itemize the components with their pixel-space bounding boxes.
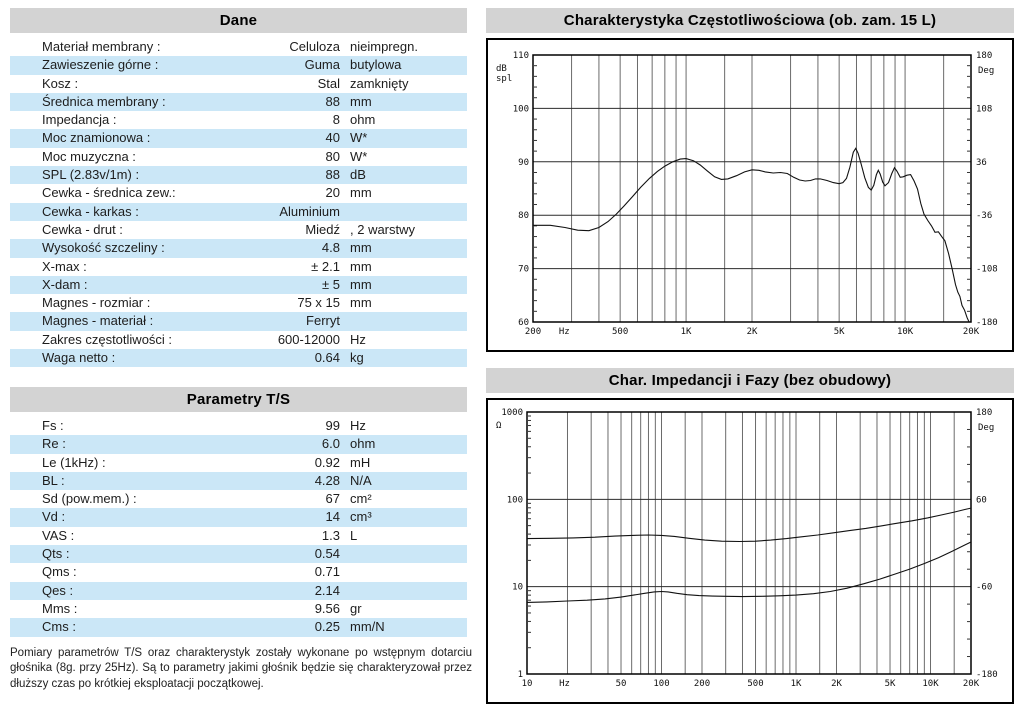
svg-text:-180: -180 [976,318,998,328]
dane-row [10,312,467,330]
param-value: 9.56 [314,600,340,616]
curve-faza [527,508,971,541]
param-label: Qes : [42,582,74,598]
param-value: ± 2.1 [311,258,340,274]
param-value: 1.3 [321,527,340,543]
param-value: 0.71 [314,564,340,580]
frequency-response-chart-frame [486,38,1014,352]
param-value: 2.14 [314,582,340,598]
svg-text:108: 108 [976,104,993,115]
svg-text:-60: -60 [976,582,993,593]
param-unit: Hz [350,418,366,433]
svg-text:1: 1 [517,670,523,680]
svg-text:1K: 1K [790,679,802,689]
param-unit [340,563,467,581]
param-unit: mm [350,258,372,274]
svg-text:500: 500 [612,327,629,337]
param-label: Mms : [42,600,78,616]
param-label: SPL (2.83v/1m) : [42,167,140,183]
svg-text:200: 200 [524,327,542,337]
param-unit: Hz [350,331,366,347]
dane-row [10,294,467,312]
param-unit: N/A [350,472,372,488]
svg-text:spl: spl [496,74,513,84]
svg-text:20K: 20K [962,327,980,337]
svg-text:100: 100 [512,104,529,115]
dane-row [10,349,467,367]
svg-text:100: 100 [506,495,523,506]
dane-row [10,184,467,202]
svg-text:5K: 5K [884,679,896,689]
param-label: Zakres częstotliwości : [42,331,173,347]
param-label: Moc znamionowa : [42,130,151,146]
param-value: Celuloza [289,39,340,54]
svg-text:10K: 10K [896,327,914,337]
param-value: ± 5 [322,276,340,292]
param-label: Fs : [42,418,64,433]
param-unit: W* [350,130,368,146]
param-value: 4.8 [321,240,340,256]
ts-row [10,454,467,472]
param-label: Sd (pow.mem.) : [42,491,137,507]
param-unit: kg [350,350,364,366]
svg-text:5K: 5K [833,327,845,337]
param-unit [340,203,467,221]
param-value: 0.54 [314,546,340,562]
param-label: Re : [42,436,66,452]
param-value: 600-12000 [277,331,340,347]
svg-text:Hz: Hz [558,327,570,337]
param-unit [340,582,467,600]
ts-row [10,417,467,435]
svg-text:dB: dB [496,64,507,74]
param-label: X-dam : [42,276,88,292]
svg-text:60: 60 [976,495,987,506]
param-value: 6.0 [321,436,340,452]
param-label: Qms : [42,564,77,580]
param-unit: mm [350,240,372,256]
param-unit: nieimpregn. [350,39,418,54]
ts-row [10,545,467,563]
impedance-phase-chart-frame [486,398,1014,704]
param-label: Średnica membrany : [42,93,166,109]
param-value: 88 [325,93,340,109]
ts-parameters-table [10,417,467,637]
ts-row [10,563,467,581]
param-label: Le (1kHz) : [42,454,106,470]
param-unit: , 2 warstwy [350,221,416,237]
param-value: 0.92 [314,454,340,470]
param-unit: butylowa [350,57,402,73]
param-value: 0.25 [314,619,340,635]
param-label: Magnes - materiał : [42,313,154,329]
param-label: Vd : [42,509,66,525]
dane-row [10,221,467,239]
impedance-phase-chart-title: Char. Impedancji i Fazy (bez obudowy) [486,368,1014,393]
param-unit: mm [350,185,372,201]
ts-row [10,527,467,545]
param-label: Magnes - rozmiar : [42,295,151,311]
param-label: Qts : [42,546,70,562]
param-unit [340,545,467,563]
param-value: 99 [325,418,340,433]
dane-table-title: Dane [10,8,467,33]
ts-parameters-title: Parametry T/S [10,387,467,412]
ts-row [10,600,467,618]
svg-text:20K: 20K [962,679,980,689]
frequency-response-chart-title: Charakterystyka Częstotliwościowa (ob. zam. 15 L) [486,8,1014,33]
param-unit: mm/N [350,619,385,635]
param-label: Moc muzyczna : [42,148,136,164]
param-label: Cms : [42,619,76,635]
svg-text:1000: 1000 [501,408,523,418]
param-value: 80 [325,148,340,164]
param-unit: cm³ [350,509,372,525]
param-label: X-max : [42,258,87,274]
param-unit: ohm [350,112,376,128]
param-unit: gr [350,600,362,616]
svg-text:1K: 1K [680,327,692,337]
ts-row [10,490,467,508]
param-unit: mm [350,276,372,292]
ts-row [10,582,467,600]
svg-text:-180: -180 [976,670,998,680]
svg-text:80: 80 [518,211,529,222]
param-unit: cm² [350,491,372,507]
dane-row [10,56,467,74]
dane-table [10,38,467,367]
ts-row [10,508,467,526]
param-unit: L [350,527,358,543]
param-label: Cewka - drut : [42,221,123,237]
dane-row [10,129,467,147]
svg-text:-36: -36 [976,211,993,222]
param-value: Aluminium [279,203,340,219]
param-value: 8 [332,112,340,128]
param-value: Ferryt [306,313,340,329]
svg-text:10K: 10K [922,679,939,689]
svg-text:36: 36 [976,157,987,168]
svg-text:200: 200 [693,679,711,689]
dane-row [10,166,467,184]
impedance-phase-chart [486,398,1014,704]
param-value: 0.64 [314,350,340,366]
svg-text:-108: -108 [976,264,998,275]
param-value: Guma [304,57,340,73]
svg-text:50: 50 [615,679,627,689]
param-label: Materiał membrany : [42,39,161,54]
svg-text:110: 110 [512,51,529,61]
svg-text:500: 500 [747,679,764,689]
svg-text:Hz: Hz [559,679,570,689]
svg-text:Deg: Deg [978,66,995,76]
param-value: 14 [325,509,340,525]
svg-text:90: 90 [518,157,529,168]
dane-row [10,276,467,294]
dane-row [10,38,467,56]
svg-text:60: 60 [518,318,529,328]
svg-text:Deg: Deg [978,423,995,433]
dane-row [10,203,467,221]
param-value: Miedź [305,221,340,237]
param-unit [340,312,467,330]
dane-row [10,331,467,349]
param-label: Cewka - karkas : [42,203,139,219]
param-unit: ohm [350,436,376,452]
param-unit: mH [350,454,371,470]
svg-text:Ω: Ω [496,421,502,431]
param-unit: dB [350,167,366,183]
svg-text:100: 100 [653,679,670,689]
param-unit: mm [350,295,372,311]
ts-row [10,618,467,636]
dane-row [10,239,467,257]
param-unit: W* [350,148,368,164]
param-label: Cewka - średnica zew.: [42,185,176,201]
param-label: Wysokość szczeliny : [42,240,165,256]
svg-text:70: 70 [518,264,529,275]
dane-row [10,75,467,93]
param-value: 20 [325,185,340,201]
dane-row [10,258,467,276]
param-label: Kosz : [42,75,79,91]
param-unit: mm [350,93,372,109]
svg-text:2K: 2K [831,679,842,689]
ts-row [10,435,467,453]
param-label: VAS : [42,527,75,543]
svg-text:10: 10 [521,679,533,689]
param-value: 67 [325,491,340,507]
dane-row [10,148,467,166]
svg-text:180: 180 [976,51,993,61]
ts-row [10,472,467,490]
svg-text:180: 180 [976,408,993,418]
svg-text:10: 10 [512,582,523,593]
param-label: BL : [42,472,65,488]
param-value: 40 [325,130,340,146]
measurement-footnote: Pomiary parametrów T/S oraz charakterystyk zostały wykonane po wstępnym dotarciu głośnika (8g. przy 25Hz). Są to parametry jakimi głośnik będzie się charakteryzował przez dłuższy czas po krótkiej eksploatacji początkowej. [10,647,472,690]
param-value: 4.28 [314,472,340,488]
svg-text:2K: 2K [746,327,758,337]
param-label: Zawieszenie górne : [42,57,159,73]
param-value: Stal [317,75,340,91]
dane-row [10,111,467,129]
param-unit: zamknięty [350,75,409,91]
param-label: Waga netto : [42,350,116,366]
frequency-response-chart [486,38,1014,352]
param-value: 88 [325,167,340,183]
curve-impedancja [527,542,971,602]
param-value: 75 x 15 [297,295,340,311]
dane-row [10,93,467,111]
param-label: Impedancja : [42,112,117,128]
